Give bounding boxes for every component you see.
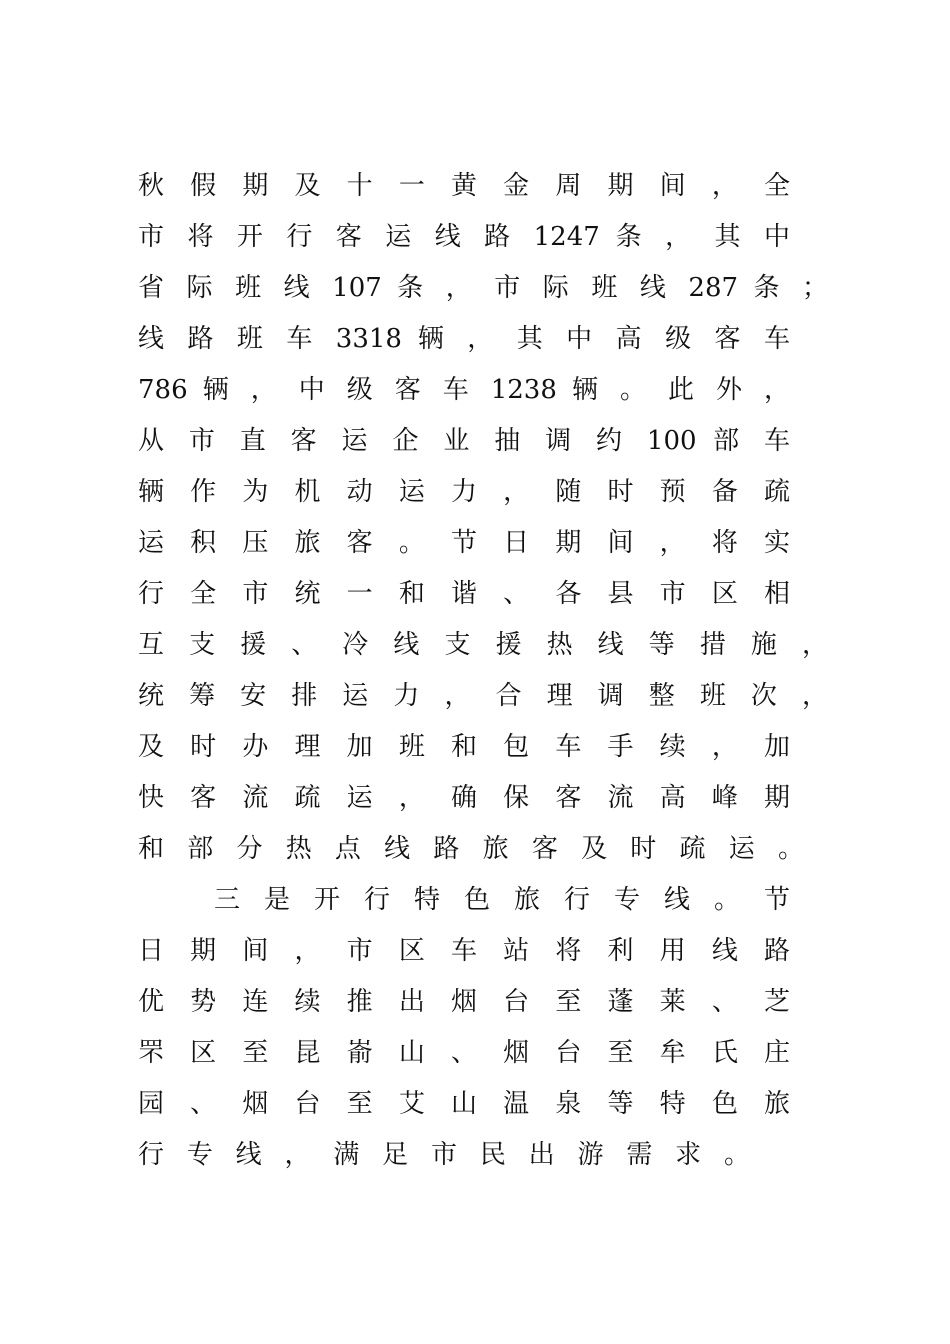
text-line-9: 行 全 市 统 一 和 谐 、 各 县 市 区 相 xyxy=(138,579,790,609)
text-line-8: 运 积 压 旅 客 。 节 日 期 间 ， 将 实 xyxy=(138,528,790,558)
text-line-6: 从 市 直 客 运 企 业 抽 调 约 100 部 车 xyxy=(138,426,790,456)
text-line-17: 优 势 连 续 推 出 烟 台 至 蓬 莱 、 芝 xyxy=(138,987,790,1017)
text-line-19: 园 、 烟 台 至 艾 山 温 泉 等 特 色 旅 xyxy=(138,1089,790,1119)
text-line-5: 786 辆 ， 中 级 客 车 1238 辆 。 此 外 ， xyxy=(138,375,790,405)
text-line-11: 统 筹 安 排 运 力 ， 合 理 调 整 班 次 ， xyxy=(138,681,828,711)
text-line-14: 和 部 分 热 点 线 路 旅 客 及 时 疏 运 。 xyxy=(138,834,804,864)
text-line-2: 市 将 开 行 客 运 线 路 1247 条 ， 其 中 xyxy=(138,222,790,252)
text-line-13: 快 客 流 疏 运 ， 确 保 客 流 高 峰 期 xyxy=(138,783,790,813)
text-line-3: 省 际 班 线 107 条 ， 市 际 班 线 287 条 ； xyxy=(138,273,828,303)
text-line-18: 罘 区 至 昆 嵛 山 、 烟 台 至 牟 氏 庄 xyxy=(138,1038,790,1068)
text-line-20: 行 专 线 ， 满 足 市 民 出 游 需 求 。 xyxy=(138,1140,750,1170)
text-line-12: 及 时 办 理 加 班 和 包 车 手 续 ， 加 xyxy=(138,732,790,762)
text-line-4: 线 路 班 车 3318 辆 ， 其 中 高 级 客 车 xyxy=(138,324,790,354)
text-line-7: 辆 作 为 机 动 运 力 ， 随 时 预 备 疏 xyxy=(138,477,790,507)
text-line-16: 日 期 间 ， 市 区 车 站 将 利 用 线 路 xyxy=(138,936,790,966)
text-line-10: 互 支 援 、 冷 线 支 援 热 线 等 措 施 ， xyxy=(138,630,828,660)
text-line-15: 三 是 开 行 特 色 旅 行 专 线 。 节 xyxy=(214,885,790,915)
text-line-1: 秋 假 期 及 十 一 黄 金 周 期 间 ， 全 xyxy=(138,171,790,201)
